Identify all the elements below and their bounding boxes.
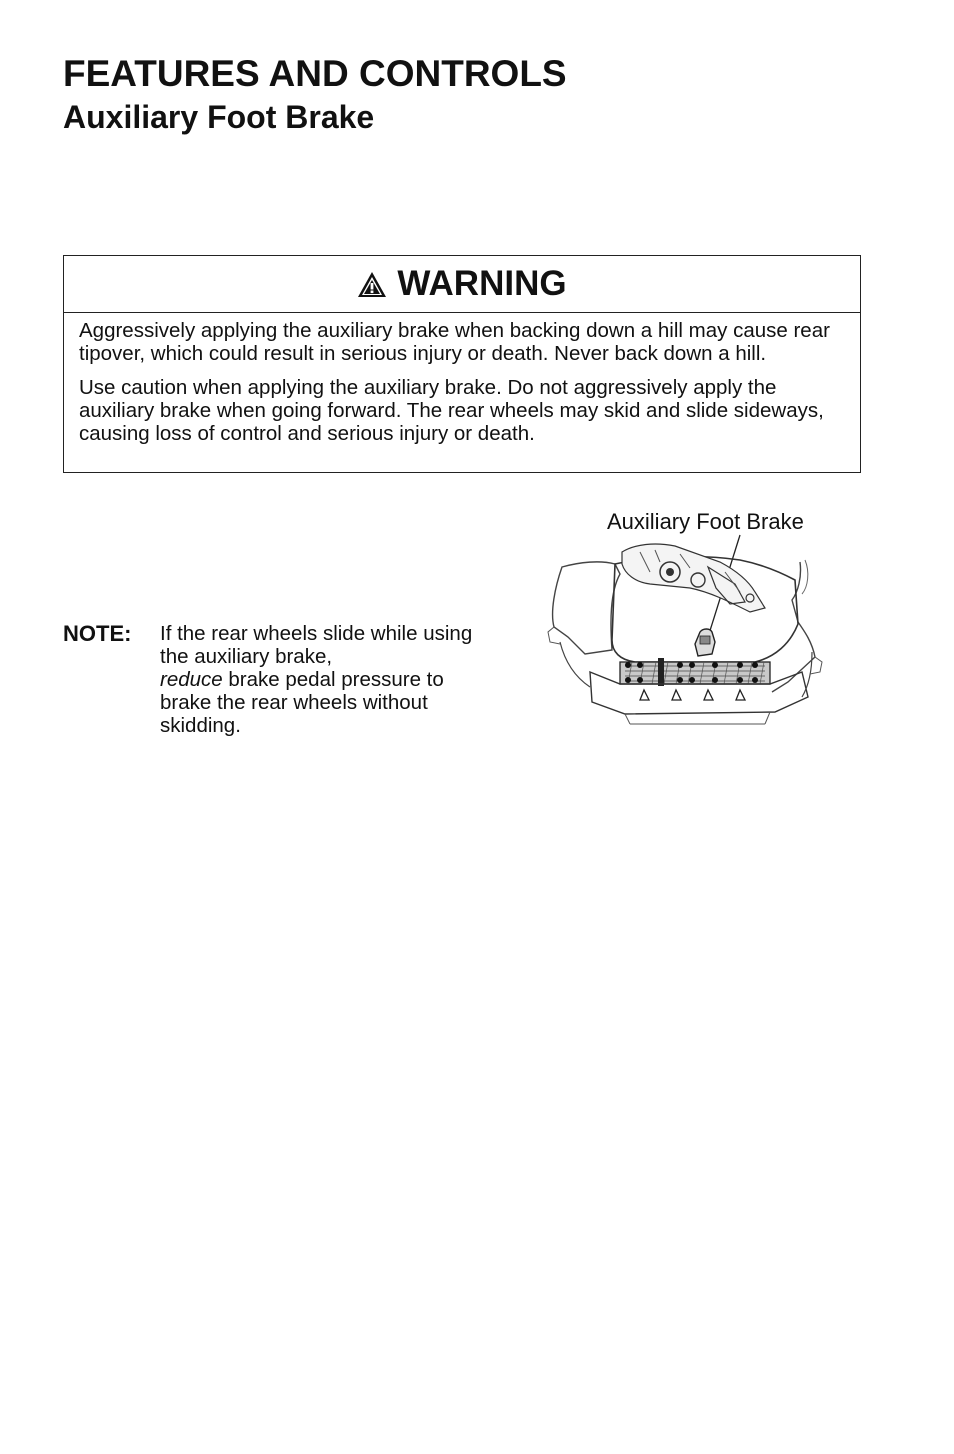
note-text-after: brake pedal pressure to brake the rear wheels without skidding. [160, 668, 444, 737]
section-title: FEATURES AND CONTROLS [63, 53, 567, 94]
warning-paragraph: Aggressively applying the auxiliary brake when backing down a hill may cause rear tipover, which could result in serious injury or death. Never back down a hill. [79, 319, 830, 365]
warning-body [64, 313, 860, 445]
subsection-title: Auxiliary Foot Brake [63, 99, 375, 135]
warning-title: WARNING [397, 264, 567, 303]
figure-callout-label: Auxiliary Foot Brake [607, 509, 804, 534]
warning-triangle-icon [357, 271, 387, 298]
warning-header [64, 256, 860, 313]
note-label: NOTE: [63, 621, 132, 646]
note-text [160, 622, 480, 737]
auxiliary-foot-brake-illustration [540, 532, 830, 727]
note-emphasis: reduce [160, 668, 223, 691]
warning-paragraph: Use caution when applying the auxiliary brake. Do not aggressively apply the auxiliary brake when going forward. The rear wheels may skid and slide sideways, causing loss of control and serious injury or death. [79, 376, 824, 445]
warning-box [63, 255, 861, 473]
note-text-before: If the rear wheels slide while using the auxiliary brake, [160, 622, 473, 668]
